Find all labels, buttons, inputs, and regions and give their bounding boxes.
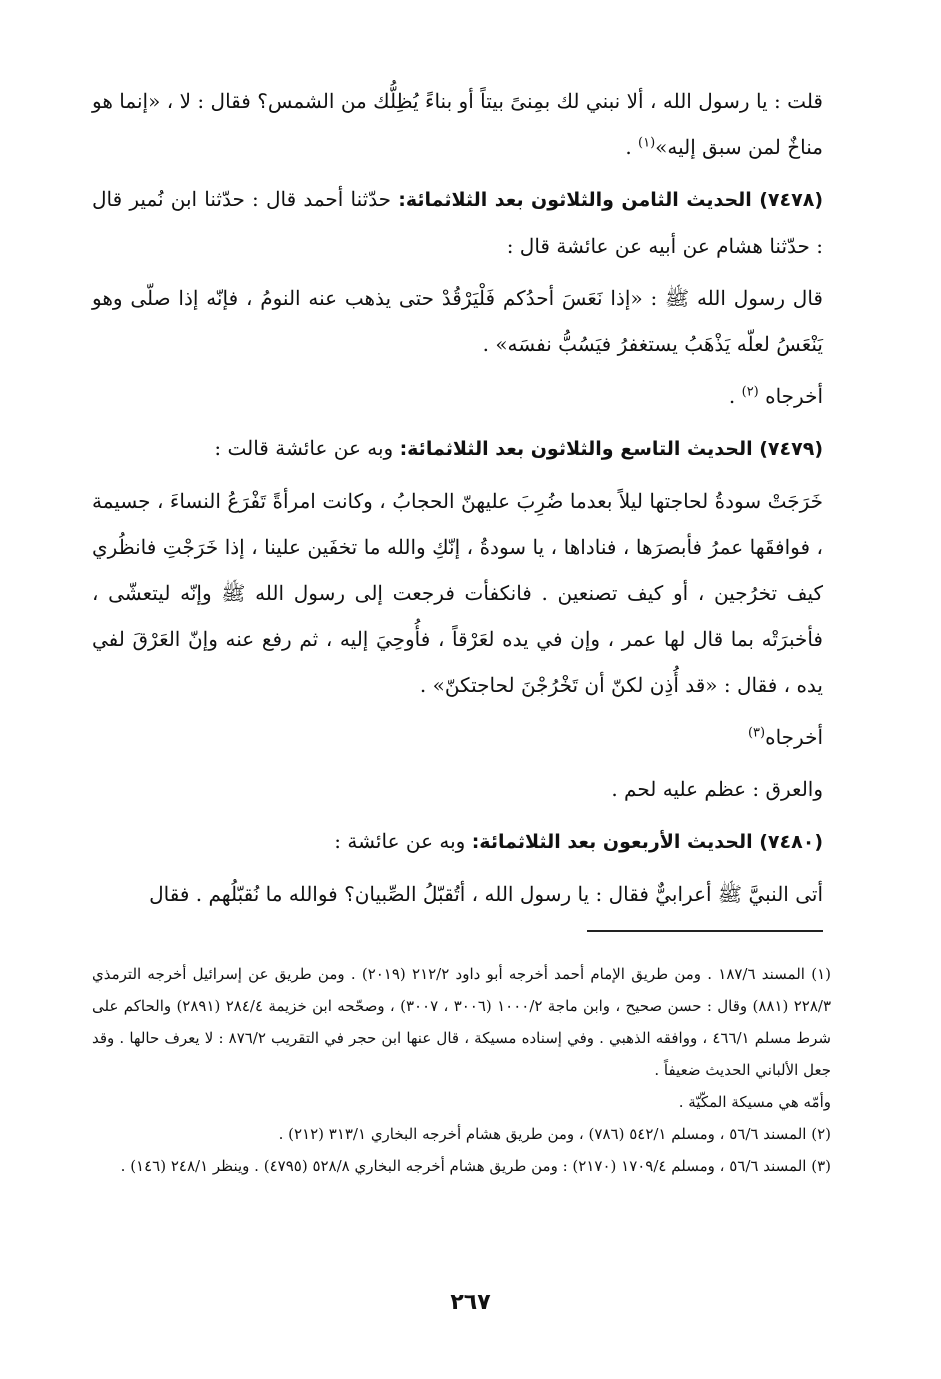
footnotes — [92, 958, 831, 1182]
paragraph-7 — [92, 714, 823, 760]
hadith-7480-heading: (٧٤٨٠) الحديث الأربعون بعد الثلاثمائة: — [471, 831, 823, 853]
paragraph-4 — [92, 373, 823, 419]
hadith-7479-isnad: وبه عن عائشة قالت : — [214, 436, 400, 460]
paragraph-10: أتى النبيَّ ﷺ أعرابيٌّ فقال : يا رسول الله ، أتُقبّلُ الصِّبيان؟ فوالله ما نُقبّلُهم . فقال — [149, 882, 823, 906]
paragraph-3: قال رسول الله ﷺ : «إذا نَعَسَ أحدُكم فَلْيَرْقُدْ حتى يذهب عنه النومُ ، فإنّه إذا صلّى وهو يَنْعَسُ لعلّه يَذْهَبُ يستغفرُ فيَسُبُّ نفسَه» . — [92, 286, 823, 356]
paragraph-6: خَرَجَتْ سودةُ لحاجتها ليلاً بعدما ضُرِبَ عليهنّ الحجابُ ، وكانت امرأةً تَفْرَعُ النساءَ ، جسيمة ، فوافقَها عمرُ فأبصرَها ، فناداها ، يا سودةُ ، إنّكِ والله ما تخفَين علينا ، إذا خَرَجْتِ فانظُري كيف تخرُجين ، أو كيف تصنعين . فانكفأت فرجعت إلى رسول الله ﷺ وإنّه ليتعشّى ، فأخبرَتْه بما قال لها عمر ، وإن في يده لعَرْقاً ، فأُوحِيَ إليه ، ثم رفع عنه وإنّ العَرْقَ لفي يده ، فقال : «قد أُذِن لكنّ أن تَخْرُجْنَ لحاجتكنّ» . — [92, 489, 823, 697]
page-number: ٢٦٧ — [450, 1290, 491, 1315]
hadith-7478-heading: (٧٤٧٨) الحديث الثامن والثلاثون بعد الثلاثمائة: — [398, 189, 823, 211]
footnote-ref-3: (٣) — [747, 725, 766, 741]
paragraph-4-end: . — [728, 384, 742, 408]
hadith-7480-isnad: وبه عن عائشة : — [334, 829, 472, 853]
paragraph-8: والعرق : عظم عليه لحم . — [611, 777, 823, 801]
paragraph-7-text: أخرجاه — [765, 725, 823, 749]
footnote-ref-1: (١) — [638, 135, 656, 151]
paragraph-1-text: قلت : يا رسول الله ، ألا نبني لك بمِنىً بيتاً أو بناءً يُظِلُّك من الشمس؟ فقال : لا ، «إنما هو مناخٌ لمن سبق إليه» — [92, 89, 823, 159]
footnote-1-continuation: وأمّه هي مسيكة المكّيّة . — [678, 1093, 831, 1111]
footnote-3: (٣) المسند ٥٦/٦ ، ومسلم ١٧٠٩/٤ (٢١٧٠) : ومن طريق هشام أخرجه البخاري ٥٢٨/٨ (٤٧٩٥) . وينظر ٢٤٨/١ (١٤٦) . — [120, 1157, 831, 1175]
footnote-separator — [587, 930, 823, 932]
main-text — [92, 78, 823, 917]
hadith-7478 — [92, 176, 823, 269]
paragraph-1 — [92, 78, 823, 170]
footnote-ref-2: (٢) — [741, 384, 759, 400]
hadith-7478-isnad: حدّثنا أحمد قال : حدّثنا ابن نُمير قال : حدّثنا هشام عن أبيه عن عائشة قال : — [92, 187, 823, 258]
hadith-7479-heading: (٧٤٧٩) الحديث التاسع والثلاثون بعد الثلاثمائة: — [399, 438, 823, 460]
paragraph-4-text: أخرجاه — [758, 384, 823, 408]
footnote-1: (١) المسند ١٨٧/٦ . ومن طريق الإمام أحمد أخرجه أبو داود ٢١٢/٢ (٢٠١٩) . ومن طريق عن إسرائيل أخرجه الترمذي ٢٢٨/٣ (٨٨١) وقال : حسن صحيح ، وابن ماجة ١٠٠٠/٢ (٣٠٠٦ ، ٣٠٠٧) ، وصحّحه ابن خزيمة ٢٨٤/٤ (٢٨٩١) والحاكم على شرط مسلم ٤٦٦/١ ، ووافقه الذهبي . وفي إسناده مسيكة ، قال عنها ابن حجر في التقريب ٨٧٦/٢ : لا يعرف حالها . وقد جعل الألباني الحديث ضعيفاً . — [92, 965, 831, 1079]
hadith-7480 — [92, 818, 823, 865]
paragraph-1-end: . — [625, 135, 639, 159]
footnote-2: (٢) المسند ٥٦/٦ ، ومسلم ٥٤٢/١ (٧٨٦) ، ومن طريق هشام أخرجه البخاري ٣١٣/١ (٢١٢) . — [278, 1125, 831, 1143]
hadith-7479 — [92, 425, 823, 472]
